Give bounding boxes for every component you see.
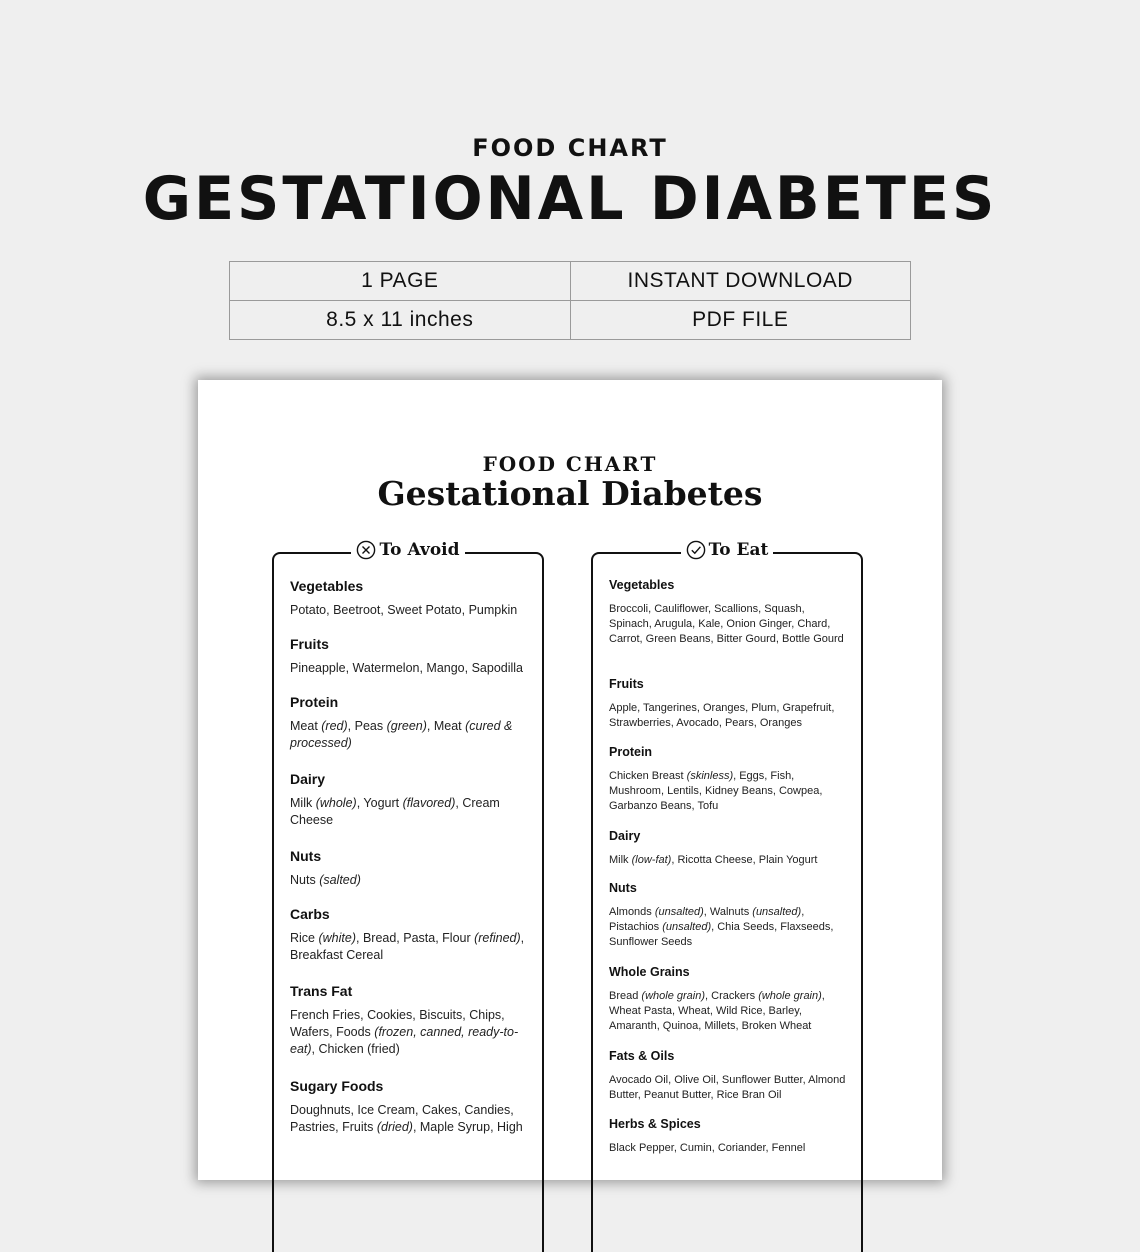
food-group	[609, 578, 847, 677]
food-group	[290, 694, 528, 771]
food-category-label: Trans Fat	[290, 983, 353, 999]
banner-title: GESTATIONAL DIABETES	[142, 164, 998, 234]
food-group	[609, 965, 847, 1049]
info-download-type: INSTANT DOWNLOAD	[570, 262, 911, 301]
food-group	[609, 745, 847, 829]
page-title: Gestational Diabetes	[377, 474, 763, 513]
food-category-label: Vegetables	[609, 578, 675, 592]
product-info-table	[229, 261, 911, 340]
food-group	[609, 1117, 847, 1177]
food-items-text: Broccoli, Cauliflower, Scallions, Squash, Spinach, Arugula, Kale, Onion Ginger, Chard, Carrot, Green Beans, Bitter Gourd, Bottle Gourd	[609, 603, 844, 645]
food-items-text: Meat (red), Peas (green), Meat (cured & processed)	[290, 719, 513, 750]
food-category-label: Nuts	[290, 848, 322, 864]
food-group	[290, 848, 528, 906]
to-eat-column	[591, 540, 863, 1252]
food-category-label: Fats & Oils	[609, 1049, 675, 1063]
food-items-text: Avocado Oil, Olive Oil, Sunflower Butter, Almond Butter, Peanut Butter, Rice Bran Oil	[609, 1074, 846, 1101]
food-category-label: Fruits	[609, 677, 644, 691]
food-group	[290, 983, 528, 1078]
food-group	[290, 1078, 528, 1173]
banner-subtitle: FOOD CHART	[472, 134, 668, 162]
food-category-label: Herbs & Spices	[609, 1117, 701, 1131]
food-category-label: Nuts	[609, 881, 637, 895]
food-items-text: Chicken Breast (skinless), Eggs, Fish, Mushroom, Lentils, Kidney Beans, Cowpea, Garbanzo Beans, Tofu	[609, 770, 823, 812]
food-category-label: Sugary Foods	[290, 1078, 384, 1094]
check-circle-icon	[686, 540, 706, 560]
food-category-label: Carbs	[290, 906, 330, 922]
info-file-type: PDF FILE	[570, 301, 911, 340]
food-items-text: Potato, Beetroot, Sweet Potato, Pumpkin	[290, 603, 518, 617]
food-items-text: Rice (white), Bread, Pasta, Flour (refined), Breakfast Cereal	[290, 931, 525, 962]
food-category-label: Whole Grains	[609, 965, 690, 979]
food-group	[290, 771, 528, 848]
food-items-text: Almonds (unsalted), Walnuts (unsalted), Pistachios (unsalted), Chia Seeds, Flaxseeds, Sunflower Seeds	[609, 906, 834, 948]
x-circle-icon	[356, 540, 376, 560]
eat-heading: To Eat	[708, 540, 769, 560]
to-avoid-column	[272, 540, 544, 1252]
info-page-count: 1 PAGE	[230, 262, 571, 301]
food-category-label: Dairy	[290, 771, 326, 787]
info-page-size: 8.5 x 11 inches	[230, 301, 571, 340]
food-items-text: Doughnuts, Ice Cream, Cakes, Candies, Pastries, Fruits (dried), Maple Syrup, High	[290, 1103, 523, 1134]
food-group	[290, 578, 528, 636]
document-preview	[198, 380, 942, 1180]
food-items-text: Bread (whole grain), Crackers (whole grain), Wheat Pasta, Wheat, Wild Rice, Barley, Amaranth, Quinoa, Millets, Broken Wheat	[609, 990, 825, 1032]
food-category-label: Protein	[609, 745, 653, 759]
table-row	[230, 301, 911, 340]
page-subtitle: FOOD CHART	[482, 452, 658, 476]
food-items-text: Milk (whole), Yogurt (flavored), Cream Cheese	[290, 796, 500, 827]
food-group	[609, 829, 847, 881]
food-group	[290, 906, 528, 983]
food-category-label: Fruits	[290, 636, 329, 652]
food-category-label: Dairy	[609, 829, 641, 843]
food-group	[609, 677, 847, 745]
food-group	[609, 881, 847, 965]
food-group	[609, 1049, 847, 1117]
avoid-heading: To Avoid	[379, 540, 460, 560]
food-group	[290, 636, 528, 694]
food-items-text: Black Pepper, Cumin, Coriander, Fennel	[609, 1142, 806, 1154]
food-items-text: Pineapple, Watermelon, Mango, Sapodilla	[290, 661, 524, 675]
food-items-text: Apple, Tangerines, Oranges, Plum, Grapefruit, Strawberries, Avocado, Pears, Oranges	[609, 702, 835, 729]
food-items-text: Nuts (salted)	[290, 873, 361, 887]
food-items-text: French Fries, Cookies, Biscuits, Chips, Wafers, Foods (frozen, canned, ready-to-eat), Chicken (fried)	[290, 1008, 519, 1056]
food-category-label: Protein	[290, 694, 339, 710]
table-row	[230, 262, 911, 301]
food-category-label: Vegetables	[290, 578, 364, 594]
food-items-text: Milk (low-fat), Ricotta Cheese, Plain Yogurt	[609, 854, 818, 866]
